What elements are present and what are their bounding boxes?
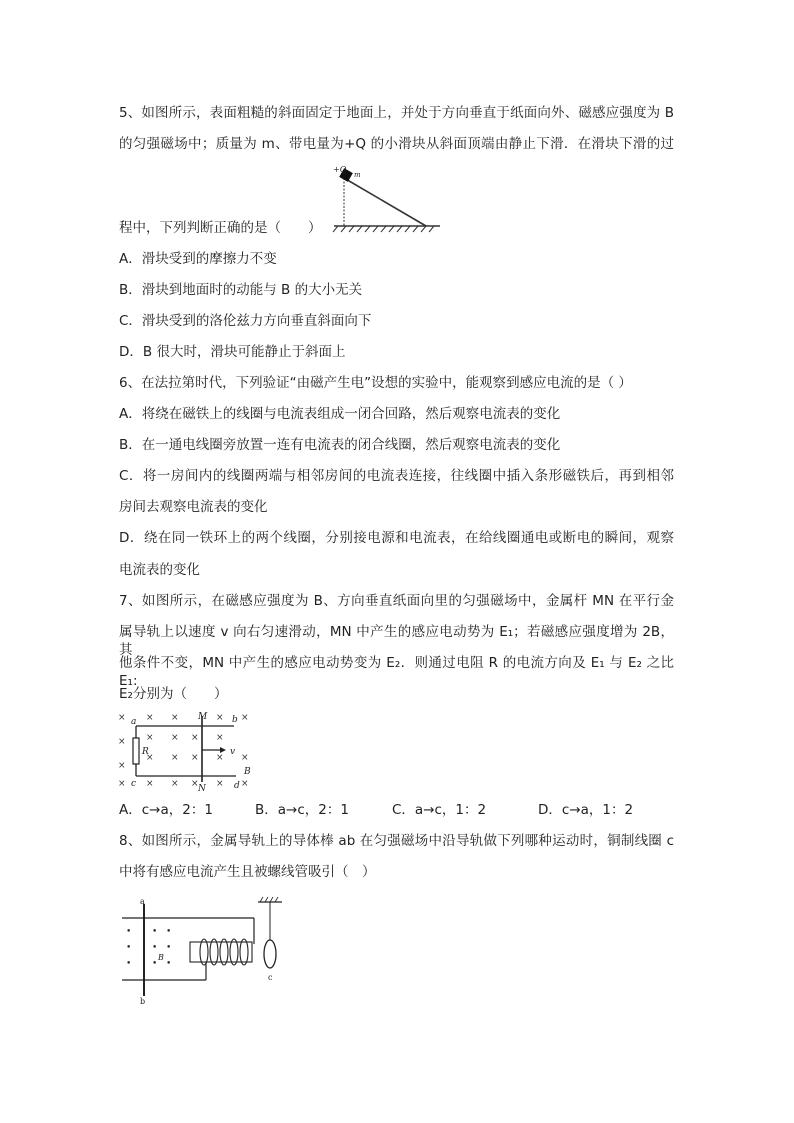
- q7-stem-line4: E₂分别为（ ）: [119, 686, 228, 702]
- svg-text:×: ×: [241, 753, 249, 763]
- q7-stem-line3: 他条件不变，MN 中产生的感应电动势变为 E₂．则通过电阻 R 的电流方向及 E₁ 与 E₂ 之比 E₁:: [119, 655, 674, 689]
- q8-stem-line2: 中将有感应电流产生且被螺线管吸引（ ）: [119, 864, 376, 880]
- svg-text:×: ×: [241, 779, 249, 789]
- svg-text:•: •: [126, 959, 132, 969]
- q7-label-v: v: [230, 747, 236, 757]
- svg-text:×: ×: [171, 733, 179, 743]
- svg-text:×: ×: [118, 713, 126, 723]
- q7-stem-line1: 7、如图所示，在磁感应强度为 B、方向垂直纸面向里的匀强磁场中，金属杆 MN 在平行金: [119, 593, 674, 609]
- q5-charge-label: +Q: [333, 165, 347, 174]
- q6-option-c-line1: C．将一房间内的线圈两端与相邻房间的电流表连接，往线圈中插入条形磁铁后，再到相邻: [119, 468, 674, 484]
- q8-stem-line1: 8、如图所示，金属导轨上的导体棒 ab 在匀强磁场中沿导轨做下列哪种运动时，铜制线圈 c: [119, 833, 674, 849]
- svg-text:×: ×: [171, 713, 179, 723]
- q5-option-c: C．滑块受到的洛伦兹力方向垂直斜面向下: [119, 313, 372, 329]
- svg-text:×: ×: [191, 779, 199, 789]
- q5-ground-hatch: [333, 226, 434, 232]
- q7-option-b: B．a→c，2：1: [255, 802, 349, 818]
- q5-incline-figure: [330, 160, 450, 236]
- svg-text:×: ×: [171, 753, 179, 763]
- q5-stem-line3: 程中，下列判断正确的是（ ）: [119, 220, 322, 236]
- q7-option-a: A．c→a，2：1: [119, 802, 213, 818]
- svg-text:×: ×: [216, 713, 224, 723]
- q6-option-c-line2: 房间去观察电流表的变化: [119, 499, 268, 515]
- q6-option-d-line1: D．绕在同一铁环上的两个线圈，分别接电源和电流表，在给线圈通电或断电的瞬间，观察: [119, 530, 674, 546]
- q6-option-d-line2: 电流表的变化: [119, 562, 200, 578]
- q7-resistor: [133, 738, 139, 764]
- q5-incline-surface: [344, 178, 426, 226]
- q6-option-b: B．在一通电线圈旁放置一连有电流表的闭合线圈，然后观察电流表的变化: [119, 437, 561, 453]
- svg-text:•: •: [126, 927, 132, 937]
- svg-text:×: ×: [216, 733, 224, 743]
- svg-text:×: ×: [191, 733, 199, 743]
- svg-text:•: •: [152, 943, 158, 953]
- q7-label-d: d: [234, 781, 240, 791]
- svg-text:×: ×: [146, 713, 154, 723]
- svg-text:×: ×: [118, 737, 126, 747]
- q7-label-b: b: [232, 715, 238, 725]
- q7-label-r: R: [142, 747, 149, 757]
- svg-text:•: •: [152, 927, 158, 937]
- q8-label-b-field: B: [158, 953, 164, 962]
- q5-mass-label: m: [354, 171, 361, 179]
- q8-copper-ring: [264, 940, 276, 968]
- svg-text:•: •: [166, 927, 172, 937]
- svg-text:•: •: [152, 959, 158, 969]
- svg-text:×: ×: [146, 733, 154, 743]
- q7-option-c: C．a→c，1：2: [392, 802, 487, 818]
- svg-text:•: •: [126, 943, 132, 953]
- q5-option-a: A．滑块受到的摩擦力不变: [119, 251, 277, 267]
- q5-option-b: B．滑块到地面时的动能与 B 的大小无关: [119, 282, 363, 298]
- svg-text:×: ×: [216, 779, 224, 789]
- svg-text:×: ×: [118, 779, 126, 789]
- q5-stem-line1: 5、如图所示，表面粗糙的斜面固定于地面上，并处于方向垂直于纸面向外、磁感应强度为 B: [119, 105, 674, 121]
- q8-field-dots: [126, 927, 171, 969]
- q6-stem: 6、在法拉第时代，下列验证“由磁产生电”设想的实验中，能观察到感应电流的是（ ）: [119, 375, 632, 391]
- svg-text:×: ×: [118, 761, 126, 771]
- svg-text:•: •: [166, 943, 172, 953]
- svg-text:×: ×: [146, 753, 154, 763]
- q7-option-d: D．c→a，1：2: [538, 802, 634, 818]
- q7-label-n: N: [198, 784, 206, 792]
- q6-option-a: A．将绕在磁铁上的线圈与电流表组成一闭合回路，然后观察电流表的变化: [119, 406, 561, 422]
- q7-label-b-field: B: [244, 767, 251, 777]
- svg-text:×: ×: [216, 753, 224, 763]
- q5-stem-line2: 的匀强磁场中；质量为 m、带电量为+Q 的小滑块从斜面顶端由静止下滑．在滑块下滑的过: [119, 136, 674, 152]
- q8-label-b: b: [140, 997, 146, 1004]
- svg-text:×: ×: [146, 779, 154, 789]
- svg-text:×: ×: [241, 713, 249, 723]
- q8-label-c: c: [268, 973, 273, 982]
- q7-label-m: M: [198, 712, 208, 722]
- q5-option-d: D．B 很大时，滑块可能静止于斜面上: [119, 344, 346, 360]
- q8-solenoid-figure: [118, 896, 290, 1004]
- q7-label-c: c: [131, 779, 137, 789]
- q7-label-a: a: [131, 717, 137, 727]
- svg-text:×: ×: [171, 779, 179, 789]
- svg-text:×: ×: [191, 753, 199, 763]
- q7-rail-figure: [116, 708, 276, 792]
- svg-text:•: •: [166, 959, 172, 969]
- q8-label-a: a: [140, 897, 145, 906]
- q7-stem-line2: 属导轨上以速度 v 向右匀速滑动，MN 中产生的感应电动势为 E₁；若磁感应强度增为 2B，其: [119, 624, 674, 658]
